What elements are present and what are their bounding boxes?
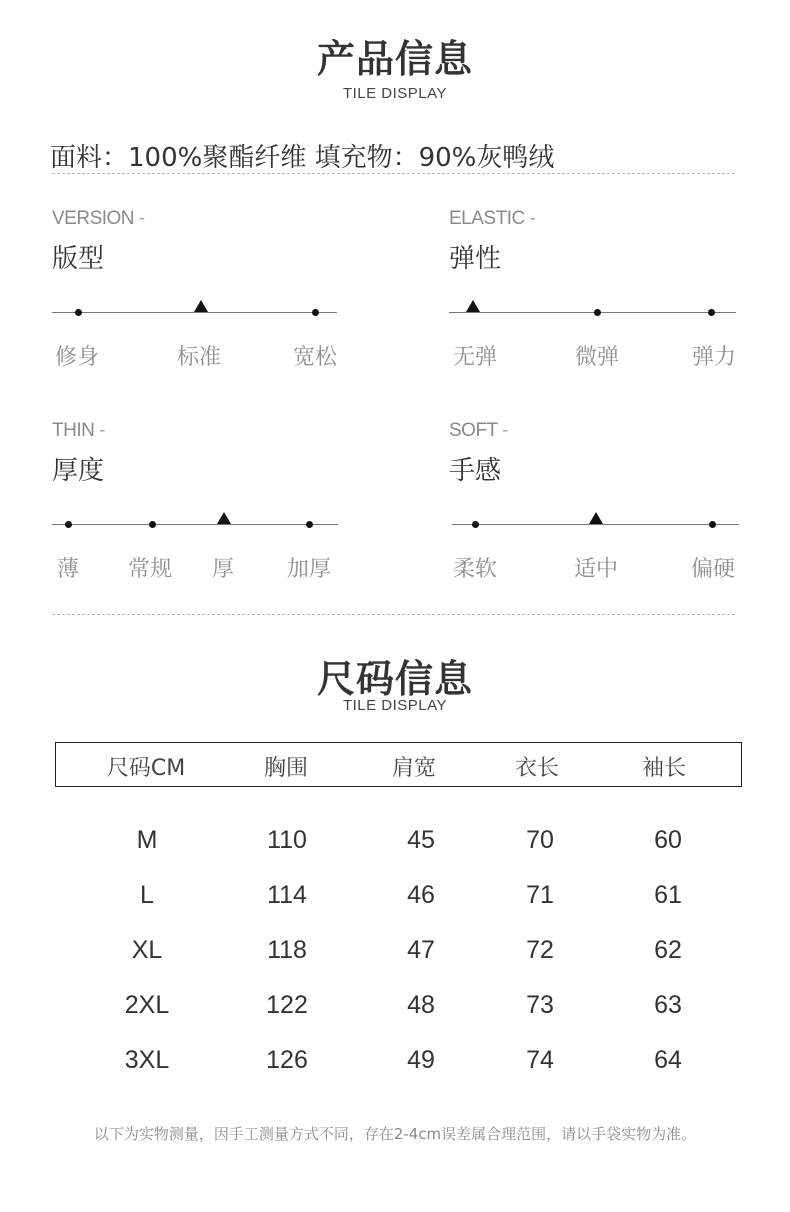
table-row [0, 1046, 790, 1086]
cell-size: 2XL [124, 991, 170, 1019]
scale-option: 适中 [573, 557, 618, 582]
scale-selected-marker [217, 512, 231, 524]
scale-option: 偏硬 [690, 557, 735, 582]
cell-size: L [140, 881, 154, 909]
attribute-elastic [449, 208, 749, 398]
attribute-version [52, 208, 352, 398]
cell-length: 74 [526, 1046, 554, 1074]
column-header-length: 衣长 [514, 756, 559, 781]
scale-track [52, 524, 338, 525]
scale-dot [594, 309, 601, 316]
column-header-sleeve: 袖长 [641, 756, 686, 781]
cell-sleeve: 60 [654, 826, 682, 854]
scale-track [52, 312, 337, 313]
product-info-title: 产品信息 [316, 37, 473, 81]
divider [52, 614, 735, 615]
size-info-title: 尺码信息 [316, 657, 473, 701]
table-row [0, 991, 790, 1031]
cell-chest: 122 [266, 991, 308, 1019]
cell-size: M [136, 826, 158, 854]
scale-dot [65, 521, 72, 528]
cell-length: 73 [526, 991, 554, 1019]
attribute-zh-label: 手感 [449, 456, 502, 486]
cell-chest: 114 [267, 881, 307, 909]
scale-option: 标准 [176, 345, 221, 370]
column-header-size: 尺码CM [106, 756, 186, 781]
scale-option: 宽松 [292, 345, 337, 370]
scale-dot [75, 309, 82, 316]
cell-length: 72 [526, 936, 554, 964]
scale-option: 加厚 [286, 557, 331, 582]
material-composition: 面料：100%聚酯纤维 填充物：90%灰鸭绒 [50, 143, 555, 173]
scale-dot [709, 521, 716, 528]
scale-track [449, 312, 736, 313]
measurement-note: 以下为实物测量，因手工测量方式不同，存在2-4cm误差属合理范围，请以手袋实物为准。 [93, 1125, 697, 1143]
scale-selected-marker [466, 300, 480, 312]
column-header-chest: 胸围 [263, 756, 308, 781]
scale-option: 常规 [127, 557, 172, 582]
cell-sleeve: 62 [654, 936, 682, 964]
cell-sleeve: 63 [654, 991, 682, 1019]
attribute-soft [449, 420, 749, 610]
attribute-en-label: THIN - [52, 420, 105, 441]
attribute-en-label: SOFT - [449, 420, 508, 441]
scale-option: 修身 [54, 345, 99, 370]
cell-shoulder: 49 [407, 1046, 435, 1074]
scale-selected-marker [589, 512, 603, 524]
cell-shoulder: 48 [407, 991, 435, 1019]
size-info-subtitle: TILE DISPLAY [342, 697, 448, 714]
divider [52, 173, 735, 174]
table-row [0, 936, 790, 976]
scale-option: 薄 [56, 557, 79, 582]
size-table-header [55, 742, 742, 787]
scale-option: 无弹 [452, 345, 497, 370]
scale-track [452, 524, 739, 525]
column-header-shoulder: 肩宽 [391, 756, 436, 781]
scale-selected-marker [194, 300, 208, 312]
scale-option: 厚 [211, 557, 234, 582]
attribute-en-label: VERSION - [52, 208, 145, 229]
attribute-zh-label: 厚度 [52, 456, 105, 486]
cell-size: XL [131, 936, 163, 964]
cell-chest: 118 [267, 936, 307, 964]
scale-dot [472, 521, 479, 528]
cell-shoulder: 47 [407, 936, 435, 964]
table-row [0, 826, 790, 866]
cell-shoulder: 46 [407, 881, 435, 909]
cell-sleeve: 64 [654, 1046, 682, 1074]
scale-option: 微弹 [574, 345, 619, 370]
attribute-thin [52, 420, 352, 610]
cell-length: 70 [526, 826, 554, 854]
attribute-zh-label: 版型 [52, 244, 105, 274]
cell-size: 3XL [124, 1046, 170, 1074]
product-info-subtitle: TILE DISPLAY [342, 85, 448, 102]
cell-length: 71 [526, 881, 554, 909]
scale-dot [708, 309, 715, 316]
scale-option: 柔软 [452, 557, 497, 582]
cell-chest: 126 [266, 1046, 308, 1074]
attribute-en-label: ELASTIC - [449, 208, 536, 229]
table-row [0, 881, 790, 921]
scale-dot [312, 309, 319, 316]
scale-dot [306, 521, 313, 528]
scale-option: 弹力 [691, 345, 736, 370]
cell-sleeve: 61 [654, 881, 682, 909]
cell-chest: 110 [267, 826, 307, 854]
attribute-zh-label: 弹性 [449, 244, 502, 274]
scale-dot [149, 521, 156, 528]
cell-shoulder: 45 [407, 826, 435, 854]
